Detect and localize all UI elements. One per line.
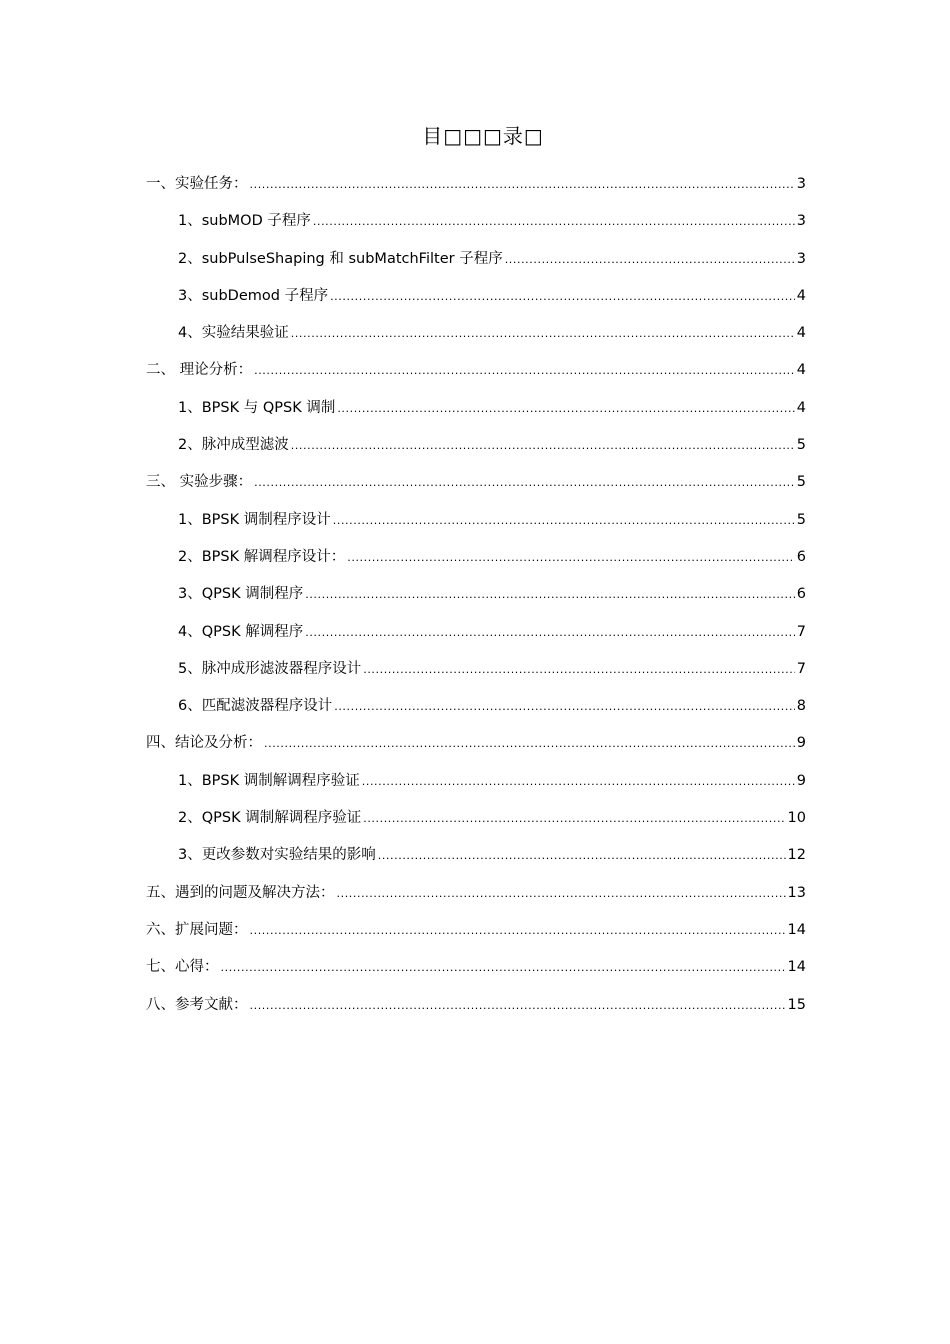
toc-entry-label: 2、BPSK 解调程序设计： xyxy=(178,548,346,565)
toc-entry-label: 3、更改参数对实验结果的影响 xyxy=(178,847,376,864)
toc-entry-page-number: 6 xyxy=(796,548,806,565)
toc-entry-label: 1、subMOD 子程序 xyxy=(178,213,311,230)
toc-dot-leader xyxy=(334,688,795,725)
toc-entry-label: 五、遇到的问题及解决方法： xyxy=(146,884,335,901)
toc-entry-page-number: 5 xyxy=(796,511,806,528)
toc-dot-leader xyxy=(378,837,786,874)
toc-dot-leader xyxy=(291,315,795,352)
toc-dot-leader xyxy=(330,278,795,315)
toc-entry-label: 三、 实验步骤： xyxy=(146,474,253,491)
toc-entry[interactable] xyxy=(146,763,806,800)
toc-entry-label: 1、BPSK 调制程序设计 xyxy=(178,511,331,528)
toc-entry-label: 6、匹配滤波器程序设计 xyxy=(178,698,333,715)
toc-entry[interactable] xyxy=(146,464,806,501)
toc-entry[interactable] xyxy=(146,688,806,725)
toc-entry[interactable] xyxy=(146,166,806,203)
toc-entry-page-number: 4 xyxy=(796,399,806,416)
toc-entry[interactable] xyxy=(146,203,806,240)
toc-entry-page-number: 7 xyxy=(796,660,806,677)
toc-entry-page-number: 3 xyxy=(796,213,806,230)
toc-entry[interactable] xyxy=(146,278,806,315)
toc-entry[interactable] xyxy=(146,427,806,464)
toc-entry[interactable] xyxy=(146,502,806,539)
toc-entry-page-number: 9 xyxy=(796,735,806,752)
toc-entry-label: 4、实验结果验证 xyxy=(178,325,289,342)
toc-entry-label: 4、QPSK 解调程序 xyxy=(178,623,304,640)
toc-entry-label: 一、实验任务： xyxy=(146,176,248,192)
toc-entry-label: 八、参考文献： xyxy=(146,996,248,1013)
toc-entry-label: 2、脉冲成型滤波 xyxy=(178,437,289,454)
toc-entry-label: 六、扩展问题： xyxy=(146,921,248,938)
toc-dot-leader xyxy=(305,614,795,651)
toc-dot-leader xyxy=(337,390,794,427)
toc-dot-leader xyxy=(254,464,795,501)
toc-entry[interactable] xyxy=(146,539,806,576)
toc-entry[interactable] xyxy=(146,315,806,352)
toc-entry-page-number: 6 xyxy=(796,586,806,603)
toc-entry[interactable] xyxy=(146,614,806,651)
toc-entry-page-number: 13 xyxy=(787,884,806,901)
toc-dot-leader xyxy=(363,800,785,837)
toc-dot-leader xyxy=(250,912,786,949)
toc-entry-page-number: 4 xyxy=(796,325,806,342)
toc-entry-page-number: 4 xyxy=(796,362,806,379)
toc-dot-leader xyxy=(264,725,795,762)
toc-entry-page-number: 14 xyxy=(787,959,806,976)
toc-entry[interactable] xyxy=(146,352,806,389)
toc-entry[interactable] xyxy=(146,576,806,613)
toc-dot-leader xyxy=(305,576,795,613)
toc-entry[interactable] xyxy=(146,875,806,912)
toc-entry-page-number: 8 xyxy=(796,698,806,715)
toc-entry-label: 3、subDemod 子程序 xyxy=(178,287,329,304)
toc-entry[interactable] xyxy=(146,725,806,762)
toc-entry[interactable] xyxy=(146,949,806,986)
toc-entry-page-number: 12 xyxy=(787,847,806,864)
toc-dot-leader xyxy=(362,763,795,800)
toc-entry-page-number: 3 xyxy=(796,250,806,267)
toc-entry-label: 2、subPulseShaping 和 subMatchFilter 子程序 xyxy=(178,250,503,267)
toc-entry[interactable] xyxy=(146,987,806,1024)
toc-entry-label: 四、结论及分析： xyxy=(146,735,262,752)
toc-dot-leader xyxy=(250,166,795,203)
toc-entry-label: 2、QPSK 调制解调程序验证 xyxy=(178,810,362,827)
toc-dot-leader xyxy=(254,352,795,389)
toc-entry-page-number: 15 xyxy=(787,996,806,1013)
toc-dot-leader xyxy=(337,875,786,912)
toc-list xyxy=(146,166,806,1024)
toc-entry[interactable] xyxy=(146,390,806,427)
toc-dot-leader xyxy=(505,241,795,278)
toc-dot-leader xyxy=(221,949,786,986)
toc-dot-leader xyxy=(347,539,795,576)
toc-entry[interactable] xyxy=(146,241,806,278)
toc-entry-label: 5、脉冲成形滤波器程序设计 xyxy=(178,660,362,677)
toc-entry-page-number: 9 xyxy=(796,772,806,789)
toc-dot-leader xyxy=(291,427,795,464)
toc-entry-page-number: 10 xyxy=(787,810,806,827)
toc-entry-page-number: 4 xyxy=(796,287,806,304)
toc-entry-page-number: 3 xyxy=(796,176,806,192)
toc-entry-page-number: 7 xyxy=(796,623,806,640)
toc-entry-label: 七、心得： xyxy=(146,959,219,976)
toc-entry[interactable] xyxy=(146,800,806,837)
toc-dot-leader xyxy=(363,651,795,688)
toc-entry-label: 3、QPSK 调制程序 xyxy=(178,586,304,603)
toc-dot-leader xyxy=(250,987,786,1024)
toc-entry-page-number: 5 xyxy=(796,437,806,454)
toc-dot-leader xyxy=(333,502,795,539)
toc-entry-label: 1、BPSK 调制解调程序验证 xyxy=(178,772,360,789)
toc-entry[interactable] xyxy=(146,837,806,874)
toc-entry[interactable] xyxy=(146,651,806,688)
toc-entry-label: 二、 理论分析： xyxy=(146,362,253,379)
toc-entry-page-number: 14 xyxy=(787,921,806,938)
toc-dot-leader xyxy=(313,203,795,240)
toc-entry-label: 1、BPSK 与 QPSK 调制 xyxy=(178,399,336,416)
toc-entry-page-number: 5 xyxy=(796,474,806,491)
toc-title: 目□□□录□ xyxy=(422,124,544,148)
toc-entry[interactable] xyxy=(146,912,806,949)
